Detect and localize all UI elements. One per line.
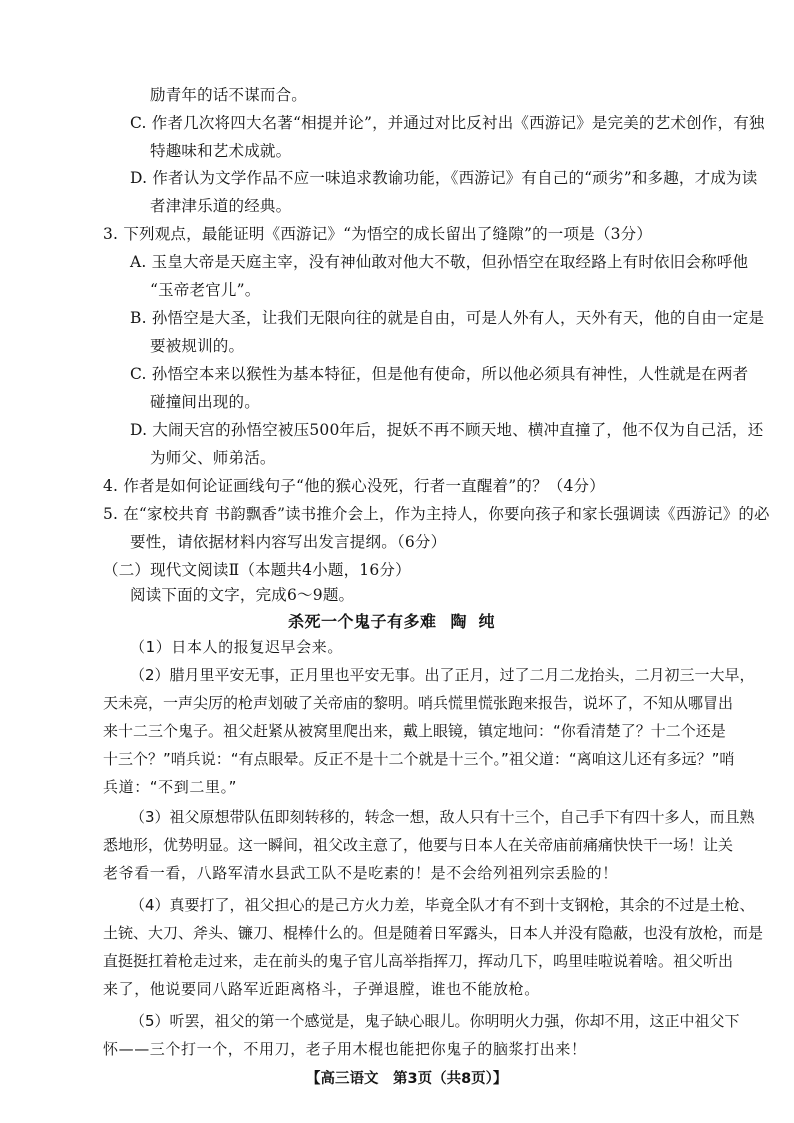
article-p2-line1: （2）腊月里平安无事，正月里也平安无事。出了正月，过了二月二龙抬头，二月初三一大早，	[130, 666, 755, 684]
q2-option-c-line1: C. 作者几次将四大名著“相提并论”，并通过对比反衬出《西游记》是完美的艺术创作，有独	[130, 114, 765, 132]
q3-option-d-line1: D. 大闹天宫的孙悟空被压500年后，捉妖不再不顾天地、横冲直撞了，他不仅为自己活，还	[130, 421, 764, 439]
article-p3-line2: 悉地形，优势明显。这一瞬间，祖父改主意了，他要与日本人在关帝庙前痛痛快快干一场！让关	[103, 836, 734, 854]
q3-option-c-line2: 碰撞间出现的。	[150, 393, 260, 411]
article-title-line	[288, 609, 507, 632]
article-author: 陶纯	[450, 612, 507, 631]
q2-option-b-continuation: 励青年的话不谋而合。	[150, 86, 308, 104]
article-p5-line2: 怀——三个打一个，不用刀，老子用木棍也能把你鬼子的脑浆打出来！	[103, 1040, 587, 1058]
article-title: 杀死一个鬼子有多难	[288, 612, 437, 631]
q4-stem: 4. 作者是如何论证画线句子“他的猴心没死，行者一直醒着”的？（4分）	[103, 477, 605, 495]
page-footer: 【高三语文 第3页（共8页）】	[306, 1071, 508, 1087]
q3-option-a-line1: A. 玉皇大帝是天庭主宰，没有神仙敢对他大不敬，但孙悟空在取经路上有时依旧会称呼他	[130, 253, 749, 271]
article-p4-line1: （4）真要打了，祖父担心的是己方火力差，毕竟全队才有不到十支钢枪，其余的不过是土枪、	[130, 896, 755, 914]
article-p4-line3: 直挺挺扛着枪走过来，走在前头的鬼子官儿高举指挥刀，挥动几下，呜里哇啦说着啥。祖父听出	[103, 952, 734, 970]
article-p4-line4: 来了，他说要同八路军近距离格斗，子弹退膛，谁也不能放枪。	[103, 980, 540, 998]
q3-option-c-line1: C. 孙悟空本来以猴性为基本特征，但是他有使命，所以他必须具有神性，人性就是在两者	[130, 365, 749, 383]
q3-option-b-line2: 要被规训的。	[150, 337, 245, 355]
q2-option-c-line2: 特趣味和艺术成就。	[150, 142, 292, 160]
section-2-instruction: 阅读下面的文字，完成6～9题。	[130, 586, 355, 604]
article-p2-line4: 十三个？”哨兵说：“有点眼晕。反正不是十二个就是十三个。”祖父道：“离咱这儿还有多远？”哨	[103, 750, 735, 768]
article-p5-line1: （5）听罢，祖父的第一个感觉是，鬼子缺心眼儿。你明明火力强，你却不用，这正中祖父下	[130, 1012, 740, 1030]
q2-option-d-line1: D. 作者认为文学作品不应一味追求教谕功能，《西游记》有自己的“顽劣”和多趣，才成为读	[130, 169, 758, 187]
q3-option-d-line2: 为师父、师弟活。	[150, 449, 276, 467]
article-p3-line1: （3）祖父原想带队伍即刻转移的，转念一想，敌人只有十三个，自己手下有四十多人，而且熟	[130, 808, 755, 826]
article-p1: （1）日本人的报复迟早会来。	[130, 638, 343, 656]
q3-option-a-line2: “玉帝老官儿”。	[150, 281, 261, 299]
article-p2-line3: 来十二三个鬼子。祖父赶紧从被窝里爬出来，戴上眼镜，镇定地问：“你看清楚了？十二个还是	[103, 722, 726, 740]
q2-option-d-line2: 者津津乐道的经典。	[150, 197, 292, 215]
article-p2-line5: 兵道：“不到二里。”	[103, 778, 238, 796]
article-p2-line2: 天未亮，一声尖厉的枪声划破了关帝庙的黎明。哨兵慌里慌张跑来报告，说坏了，不知从哪冒出	[103, 694, 734, 712]
article-p4-line2: 土铳、大刀、斧头、镰刀、棍棒什么的。但是随着日军露头，日本人并没有隐蔽，也没有放枪，而是	[103, 924, 764, 942]
q5-stem-line1: 5. 在“家校共育 书韵飘香”读书推介会上，作为主持人，你要向孩子和家长强调读《西游记》的必	[103, 505, 770, 523]
q3-stem: 3. 下列观点，最能证明《西游记》“为悟空的成长留出了缝隙”的一项是（3分）	[103, 225, 653, 243]
section-2-header: （二）现代文阅读Ⅱ（本题共4小题，16分）	[103, 561, 411, 579]
q3-option-b-line1: B. 孙悟空是大圣，让我们无限向往的就是自由，可是人外有人，天外有天，他的自由一定是	[130, 309, 765, 327]
article-p3-line3: 老爷看一看，八路军清水县武工队不是吃素的！是不会给列祖列宗丢脸的！	[103, 864, 618, 882]
q5-stem-line2: 要性，请依据材料内容写出发言提纲。（6分）	[130, 533, 447, 551]
